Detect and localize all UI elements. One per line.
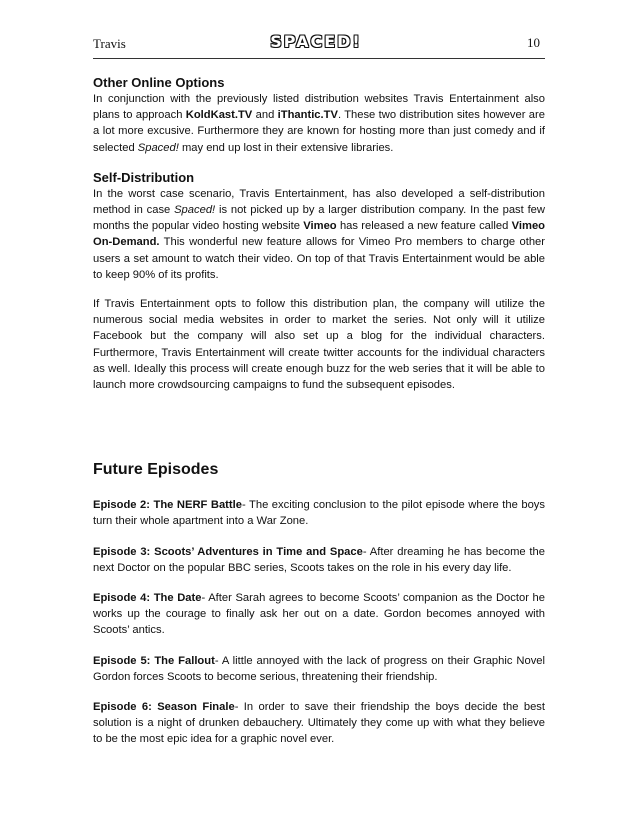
text: . These two distribution sites however are a lot more excusive. Furthermore they are known for hosting more than just comedy and if selected xyxy=(93,109,545,154)
episode-label: Episode 6: Season Finale xyxy=(93,701,235,714)
episode-4 xyxy=(93,590,545,639)
heading-other-online-options: Other Online Options xyxy=(93,75,225,90)
logo-text: SPACED! xyxy=(270,32,362,51)
text: may end up lost in their extensive libraries. xyxy=(178,141,394,154)
episode-description: - After Sarah agrees to become Scoots’ companion as the Doctor he works up the courage to finally ask her out on a date. Gordon becomes annoyed with Scoots’ antics. xyxy=(93,592,545,637)
text: In the worst case scenario, Travis Entertainment, has also developed a self-distribution method in case xyxy=(93,187,545,217)
episode-label: Episode 2: The NERF Battle xyxy=(93,499,242,512)
episode-2 xyxy=(93,497,545,529)
episode-6 xyxy=(93,699,545,748)
episode-label: Episode 5: The Fallout xyxy=(93,654,215,667)
body-content xyxy=(93,74,545,762)
episode-description: - The exciting conclusion to the pilot episode where the boys turn their whole apartment into a War Zone. xyxy=(93,499,545,528)
paragraph-self-distribution-2: If Travis Entertainment opts to follow this distribution plan, the company will utilize the numerous social media websites in order to market the series. Not only will it utilize Facebook but the company will also set up a blog for the individual characters. Furthermore, Travis Entertainment will create twitter accounts for the individual characters as well. Ideally this process will create enough buzz for the web series that it will be able to launch more crowdsourcing campaigns to fund the subsequent episodes. xyxy=(93,298,545,392)
koldkast-link-text: KoldKast.TV xyxy=(185,109,253,122)
header-author: Travis xyxy=(93,36,126,51)
spaced-title-italic: Spaced! xyxy=(174,204,216,217)
text: In conjunction with the previously listed distribution websites Travis Entertainment also plans to approach xyxy=(93,93,545,122)
header-rule xyxy=(93,58,545,59)
episode-description: - After dreaming he has become the next Doctor on the popular BBC series, Scoots takes on the role in his every day life. xyxy=(93,545,545,574)
episode-3 xyxy=(93,544,545,576)
text: is not picked up by a larger distribution company. In the past few months the popular video hosting website xyxy=(93,204,545,233)
ithantic-link-text: iThantic.TV xyxy=(277,109,338,122)
episode-description: - A little annoyed with the lack of progress on their Graphic Novel Gordon forces Scoots to become serious, threatening their friendship. xyxy=(93,654,545,683)
paragraph-other-online xyxy=(93,91,545,156)
vimeo-on-demand-bold: Vimeo On-Demand. xyxy=(93,220,546,249)
episode-label: Episode 3: Scoots’ Adventures in Time and Space xyxy=(93,545,363,558)
page-number: 10 xyxy=(527,35,540,50)
episode-label: Episode 4: The Date xyxy=(93,592,202,605)
episode-description: - In order to save their friendship the boys decide the best solution is a night of drunken debauchery. Ultimately they come up with what they believe to be the most epic idea for a graphic novel ever. xyxy=(93,701,545,746)
episode-5 xyxy=(93,653,545,685)
spaced-title-italic: Spaced! xyxy=(137,141,179,154)
heading-self-distribution: Self-Distribution xyxy=(93,169,195,185)
paragraph-self-distribution-1 xyxy=(93,186,545,283)
vimeo-bold: Vimeo xyxy=(303,220,337,233)
spaced-logo xyxy=(262,31,370,53)
text: and xyxy=(252,109,278,122)
text: This wonderful new feature allows for Vimeo Pro members to charge other users a set amount to watch their video. On top of that Travis Entertainment would be able to keep 90% of its profits. xyxy=(93,236,545,281)
text: has released a new feature called xyxy=(336,220,512,233)
heading-future-episodes: Future Episodes xyxy=(93,461,219,479)
